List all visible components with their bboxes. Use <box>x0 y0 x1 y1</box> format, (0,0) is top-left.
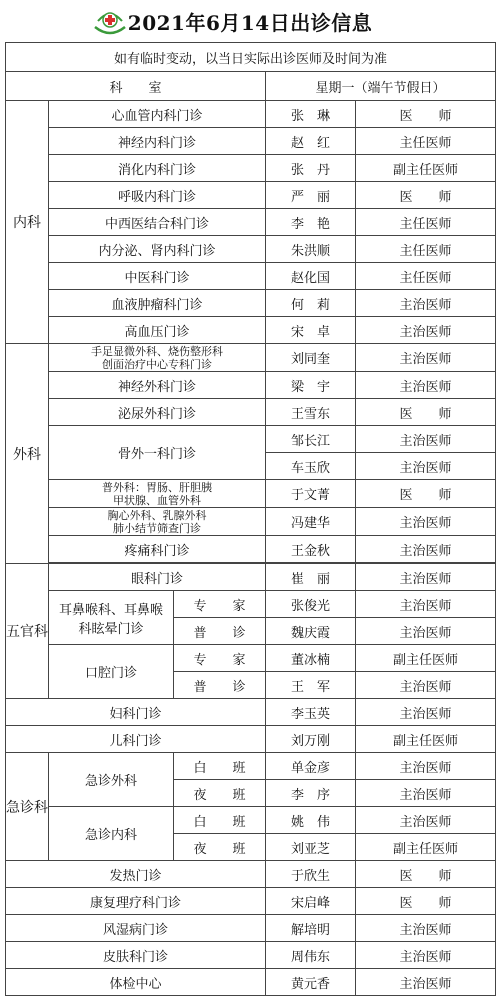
page-title: 2021年6月14日出诊信息 <box>127 10 373 35</box>
session-type: 白 班 <box>174 753 266 780</box>
doctor-title: 主任医师 <box>356 263 496 290</box>
clinic-name: 急诊外科 <box>49 753 174 807</box>
clinic-name: 泌尿外科门诊 <box>49 399 266 426</box>
doctor-title: 医 师 <box>356 861 496 888</box>
doctor-name: 刘万刚 <box>266 726 356 753</box>
doctor-title: 主治医师 <box>356 344 496 372</box>
dept-jizhen: 急诊科 <box>6 753 49 861</box>
doctor-title: 医 师 <box>356 182 496 209</box>
doctor-name: 崔 丽 <box>266 564 356 591</box>
doctor-name: 李 序 <box>266 780 356 807</box>
clinic-chest-surgery <box>49 508 266 536</box>
session-type: 夜 班 <box>174 780 266 807</box>
doctor-name: 张 丹 <box>266 155 356 182</box>
clinic-name: 眼科门诊 <box>49 564 266 591</box>
doctor-name: 黄元香 <box>266 969 356 996</box>
clinic-line: 科眩晕门诊 <box>78 621 144 637</box>
clinic-name: 急诊内科 <box>49 807 174 861</box>
doctor-title: 主治医师 <box>356 372 496 399</box>
clinic-name: 皮肤科门诊 <box>6 942 266 969</box>
clinic-line: 普外科：胃肠、肝胆胰 <box>102 480 212 494</box>
clinic-name: 呼吸内科门诊 <box>49 182 266 209</box>
doctor-title: 副主任医师 <box>356 155 496 182</box>
schedule-table <box>5 42 496 996</box>
doctor-title: 主治医师 <box>356 942 496 969</box>
clinic-name: 儿科门诊 <box>6 726 266 753</box>
clinic-line: 胸心外科、乳腺外科 <box>107 508 207 522</box>
doctor-name: 董冰楠 <box>266 645 356 672</box>
doctor-name: 宋 卓 <box>266 317 356 344</box>
doctor-name: 王金秋 <box>266 536 356 563</box>
notice-text: 如有临时变动，以当日实际出诊医师及时间为准 <box>6 43 496 72</box>
clinic-name: 神经内科门诊 <box>49 128 266 155</box>
doctor-name: 刘亚芝 <box>266 834 356 861</box>
clinic-general-surgery <box>49 480 266 508</box>
clinic-name: 内分泌、肾内科门诊 <box>49 236 266 263</box>
clinic-line: 肺小结节筛查门诊 <box>113 521 201 535</box>
doctor-title: 主治医师 <box>356 426 496 453</box>
doctor-title: 主治医师 <box>356 564 496 591</box>
doctor-title: 主治医师 <box>356 536 496 563</box>
doctor-name: 冯建华 <box>266 508 356 536</box>
doctor-name: 李玉英 <box>266 699 356 726</box>
session-type: 专 家 <box>174 591 266 618</box>
doctor-title: 主治医师 <box>356 317 496 344</box>
clinic-name: 中医科门诊 <box>49 263 266 290</box>
doctor-title: 主治医师 <box>356 672 496 699</box>
clinic-name: 疼痛科门诊 <box>49 536 266 563</box>
doctor-name: 于欣生 <box>266 861 356 888</box>
doctor-title: 主治医师 <box>356 807 496 834</box>
doctor-title: 主任医师 <box>356 209 496 236</box>
doctor-name: 刘同奎 <box>266 344 356 372</box>
doctor-title: 医 师 <box>356 888 496 915</box>
clinic-name: 风湿病门诊 <box>6 915 266 942</box>
doctor-name: 李 艳 <box>266 209 356 236</box>
doctor-name: 何 莉 <box>266 290 356 317</box>
doctor-name: 周伟东 <box>266 942 356 969</box>
clinic-name: 心血管内科门诊 <box>49 101 266 128</box>
doctor-name: 邹长江 <box>266 426 356 453</box>
doctor-name: 王 军 <box>266 672 356 699</box>
doctor-name: 车玉欣 <box>266 453 356 480</box>
clinic-name: 消化内科门诊 <box>49 155 266 182</box>
clinic-name: 妇科门诊 <box>6 699 266 726</box>
clinic-name: 中西医结合科门诊 <box>49 209 266 236</box>
clinic-ent <box>49 591 174 645</box>
clinic-line: 耳鼻喉科、耳鼻喉 <box>58 602 163 618</box>
doctor-title: 主治医师 <box>356 618 496 645</box>
doctor-title: 医 师 <box>356 480 496 508</box>
header-dept: 科 室 <box>6 72 266 101</box>
doctor-title: 副主任医师 <box>356 834 496 861</box>
clinic-name: 口腔门诊 <box>49 645 174 699</box>
doctor-name: 朱洪顺 <box>266 236 356 263</box>
dept-waike: 外科 <box>6 344 49 564</box>
header-day: 星期一（端午节假日） <box>266 72 496 101</box>
doctor-title: 主治医师 <box>356 699 496 726</box>
doctor-title: 主治医师 <box>356 508 496 536</box>
clinic-line: 创面治疗中心专科门诊 <box>102 357 212 371</box>
clinic-name: 骨外一科门诊 <box>49 426 266 480</box>
dept-neike: 内科 <box>6 101 49 344</box>
clinic-hand-surgery <box>49 344 266 372</box>
session-type: 夜 班 <box>174 834 266 861</box>
doctor-name: 魏庆霞 <box>266 618 356 645</box>
doctor-title: 主治医师 <box>356 969 496 996</box>
clinic-name: 血液肿瘤科门诊 <box>49 290 266 317</box>
doctor-title: 主治医师 <box>356 753 496 780</box>
session-type: 白 班 <box>174 807 266 834</box>
clinic-name: 高血压门诊 <box>49 317 266 344</box>
clinic-name: 体检中心 <box>6 969 266 996</box>
doctor-name: 姚 伟 <box>266 807 356 834</box>
doctor-title: 主任医师 <box>356 236 496 263</box>
doctor-name: 严 丽 <box>266 182 356 209</box>
dept-wuguan: 五官科 <box>6 564 49 699</box>
doctor-title: 副主任医师 <box>356 726 496 753</box>
doctor-name: 单金彦 <box>266 753 356 780</box>
clinic-name: 康复理疗科门诊 <box>6 888 266 915</box>
clinic-line: 甲状腺、血管外科 <box>113 493 201 507</box>
doctor-name: 赵化国 <box>266 263 356 290</box>
doctor-title: 医 师 <box>356 101 496 128</box>
clinic-name: 发热门诊 <box>6 861 266 888</box>
session-type: 专 家 <box>174 645 266 672</box>
doctor-name: 张俊光 <box>266 591 356 618</box>
doctor-title: 主治医师 <box>356 290 496 317</box>
doctor-title: 主任医师 <box>356 128 496 155</box>
doctor-title: 主治医师 <box>356 453 496 480</box>
doctor-name: 张 琳 <box>266 101 356 128</box>
doctor-title: 主治医师 <box>356 591 496 618</box>
doctor-title: 主治医师 <box>356 915 496 942</box>
doctor-title: 医 师 <box>356 399 496 426</box>
clinic-line: 手足显微外科、烧伤整形科 <box>91 344 223 358</box>
doctor-name: 梁 宇 <box>266 372 356 399</box>
doctor-name: 于文菁 <box>266 480 356 508</box>
doctor-name: 赵 红 <box>266 128 356 155</box>
doctor-name: 宋启峰 <box>266 888 356 915</box>
doctor-name: 解培明 <box>266 915 356 942</box>
session-type: 普 诊 <box>174 672 266 699</box>
doctor-title: 副主任医师 <box>356 645 496 672</box>
doctor-name: 王雪东 <box>266 399 356 426</box>
clinic-name: 神经外科门诊 <box>49 372 266 399</box>
session-type: 普 诊 <box>174 618 266 645</box>
doctor-title: 主治医师 <box>356 780 496 807</box>
